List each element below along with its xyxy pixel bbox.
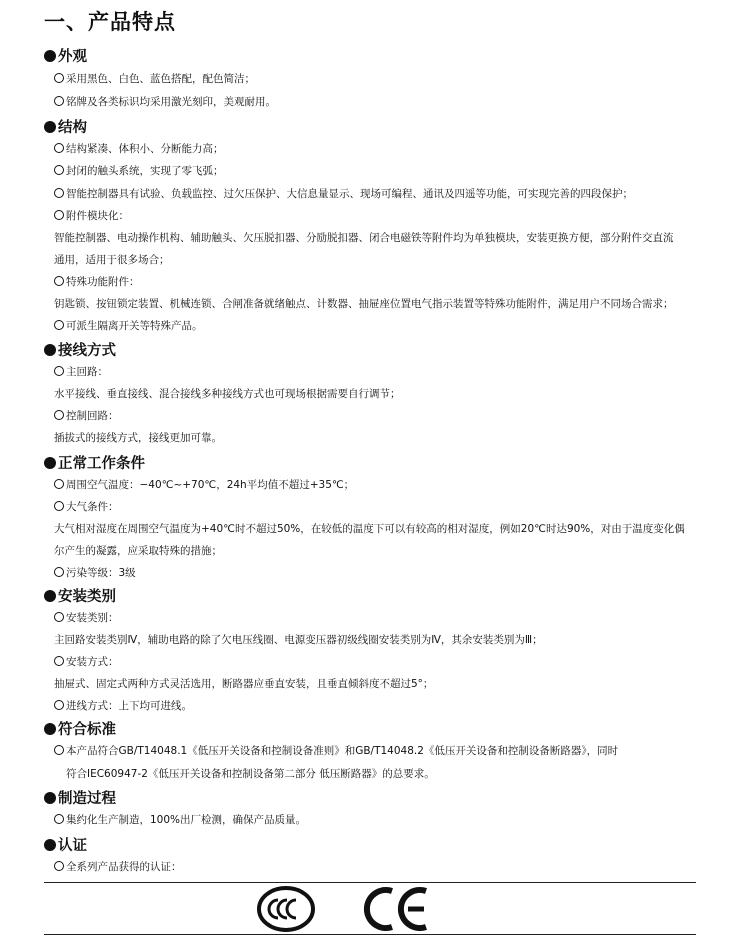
list-item: 封闭的触头系统，实现了零飞弧；: [54, 163, 224, 178]
paragraph-line: 水平接线、垂直接线、混合接线多种接线方式也可现场根据需要自行调节；: [54, 388, 401, 400]
section-heading-manufacturing: 制造过程: [44, 787, 116, 808]
bullet-dot-icon: [44, 121, 56, 133]
list-item: 污染等级：3级: [54, 565, 136, 580]
divider-top: [44, 882, 696, 883]
list-item: 附件模块化：: [54, 208, 129, 223]
list-item: 全系列产品获得的认证：: [54, 859, 182, 874]
bullet-dot-icon: [44, 457, 56, 469]
paragraph-line: 钥匙锁、按钮锁定装置、机械连锁、合闸准备就绪触点、计数器、抽屉座位置电气指示装置等特殊功能附件，满足用户不同场合需求；: [54, 298, 674, 310]
section-heading-cert: 认证: [44, 834, 87, 855]
paragraph-line: 尔产生的凝露，应采取特殊的措施；: [54, 545, 222, 557]
list-item: 主回路：: [54, 364, 108, 379]
section-heading-install: 安装类别: [44, 585, 116, 606]
paragraph-line: 抽屉式、固定式两种方式灵活选用，断路器应垂直安装，且垂直倾斜度不超过5°；: [54, 678, 434, 690]
ccc-certification-logo: [256, 884, 316, 934]
list-item: 智能控制器具有试验、负载监控、过欠压保护、大信息量显示、现场可编程、通讯及四遥等功能，可实现完善的四段保护；: [54, 186, 633, 201]
bullet-dot-icon: [44, 723, 56, 735]
list-item: 可派生隔离开关等特殊产品。: [54, 318, 203, 333]
bullet-dot-icon: [44, 839, 56, 851]
section-heading-structure: 结构: [44, 116, 87, 137]
paragraph-line: 主回路安装类别Ⅳ，辅助电路的除了欠电压线圈、电源变压器初级线圈安装类别为Ⅳ，其余安装类别为Ⅲ；: [54, 634, 543, 646]
page-title: 一、产品特点: [44, 10, 176, 34]
section-heading-standards: 符合标准: [44, 718, 116, 739]
bullet-dot-icon: [44, 50, 56, 62]
divider-bottom: [44, 934, 696, 935]
list-item: 进线方式：上下均可进线。: [54, 698, 192, 713]
paragraph-line: 智能控制器、电动操作机构、辅助触头、欠压脱扣器、分励脱扣器、闭合电磁铁等附件均为单独模块，安装更换方便，部分附件交直流: [54, 232, 674, 244]
paragraph-line: 插拔式的接线方式，接线更加可靠。: [54, 432, 222, 444]
list-item: 特殊功能附件：: [54, 274, 140, 289]
section-heading-appearance: 外观: [44, 45, 87, 66]
bullet-dot-icon: [44, 590, 56, 602]
list-item: 大气条件：: [54, 499, 119, 514]
bullet-dot-icon: [44, 344, 56, 356]
list-item: 本产品符合GB/T14048.1《低压开关设备和控制设备准则》和GB/T14048.2《低压开关设备和控制设备断路器》，同时: [54, 743, 618, 758]
ce-certification-logo: [360, 886, 432, 932]
list-item: 集约化生产制造，100%出厂检测，确保产品质量。: [54, 812, 306, 827]
paragraph-line: 大气相对湿度在周围空气温度为+40℃时不超过50%，在较低的温度下可以有较高的相对湿度，例如20℃时达90%，对由于温度变化偶: [54, 523, 685, 535]
list-item: 采用黑色、白色、蓝色搭配，配色简洁；: [54, 71, 255, 86]
list-item: 周围空气温度：−40℃~+70℃，24h平均值不超过+35℃；: [54, 477, 354, 492]
list-item: 控制回路：: [54, 408, 119, 423]
paragraph-line: 符合IEC60947-2《低压开关设备和控制设备第二部分 低压断路器》的总要求。: [66, 768, 435, 780]
list-item: 安装方式：: [54, 654, 119, 669]
list-item: 结构紧凑、体积小、分断能力高；: [54, 141, 224, 156]
list-item: 铭牌及各类标识均采用激光刻印，美观耐用。: [54, 94, 276, 109]
section-heading-wiring: 接线方式: [44, 339, 116, 360]
bullet-dot-icon: [44, 792, 56, 804]
section-heading-conditions: 正常工作条件: [44, 452, 145, 473]
list-item: 安装类别：: [54, 610, 119, 625]
paragraph-line: 通用，适用于很多场合；: [54, 254, 170, 266]
